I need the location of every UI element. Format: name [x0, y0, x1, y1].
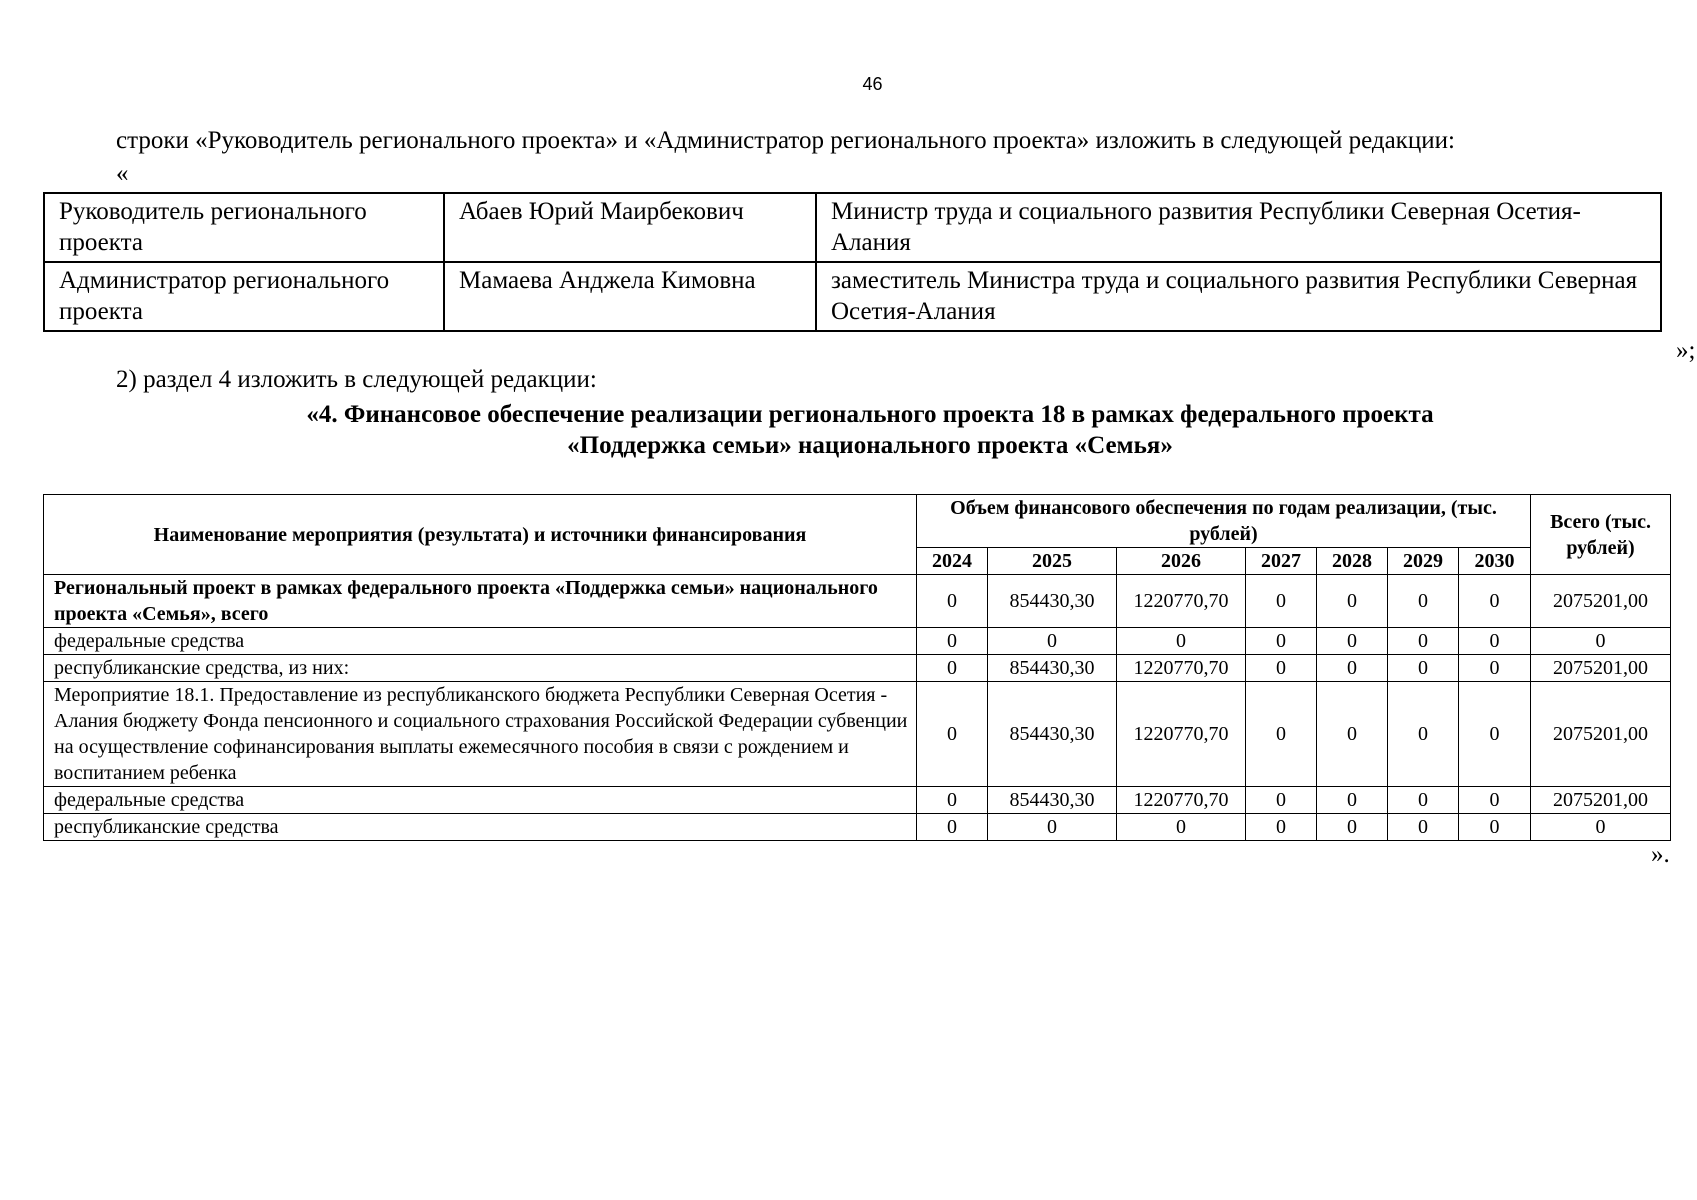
value-cell: 1220770,70 — [1117, 787, 1246, 814]
value-cell: 0 — [1317, 814, 1388, 841]
table-header-row — [44, 495, 1671, 548]
table-row — [44, 682, 1671, 787]
value-cell: 0 — [1388, 682, 1459, 787]
total-cell: 0 — [1531, 814, 1671, 841]
value-cell: 0 — [1459, 628, 1531, 655]
value-cell: 0 — [1246, 787, 1317, 814]
year-header: 2026 — [1117, 548, 1246, 575]
value-cell: 0 — [1317, 575, 1388, 628]
value-cell: 0 — [1246, 628, 1317, 655]
year-header: 2024 — [917, 548, 988, 575]
section-heading-line: «Поддержка семьи» национального проекта «Семья» — [567, 432, 1173, 459]
year-header: 2027 — [1246, 548, 1317, 575]
total-cell: 2075201,00 — [1531, 682, 1671, 787]
table-row — [44, 193, 1661, 262]
table-row — [44, 262, 1661, 331]
row-name-cell: Региональный проект в рамках федерального проекта «Поддержка семьи» национального проекта «Семья», всего — [44, 575, 917, 628]
value-cell: 854430,30 — [988, 787, 1117, 814]
column-header-total: Всего (тыс. рублей) — [1531, 495, 1671, 575]
value-cell: 0 — [1459, 655, 1531, 682]
closing-quote: ». — [1651, 841, 1670, 868]
value-cell: 0 — [1117, 628, 1246, 655]
value-cell: 0 — [917, 575, 988, 628]
value-cell: 0 — [1317, 787, 1388, 814]
row-name-cell: федеральные средства — [44, 787, 917, 814]
value-cell: 0 — [1388, 655, 1459, 682]
row-name-cell: республиканские средства — [44, 814, 917, 841]
value-cell: 0 — [1246, 814, 1317, 841]
total-cell: 2075201,00 — [1531, 787, 1671, 814]
value-cell: 0 — [917, 787, 988, 814]
financing-table — [43, 494, 1671, 841]
value-cell: 0 — [1388, 628, 1459, 655]
value-cell: 0 — [1117, 814, 1246, 841]
value-cell: 0 — [917, 814, 988, 841]
position-cell: заместитель Министра труда и социального развития Республики Северная Осетия-Алания — [816, 262, 1661, 331]
value-cell: 0 — [1388, 575, 1459, 628]
value-cell: 854430,30 — [988, 655, 1117, 682]
year-header: 2028 — [1317, 548, 1388, 575]
value-cell: 854430,30 — [988, 575, 1117, 628]
value-cell: 0 — [988, 814, 1117, 841]
intro-paragraph: строки «Руководитель регионального проекта» и «Администратор регионального проекта» изложить в следующей редакции: — [116, 127, 1455, 154]
role-cell: Руководитель регионального проекта — [44, 193, 444, 262]
year-header: 2025 — [988, 548, 1117, 575]
section-heading-line: «4. Финансовое обеспечение реализации регионального проекта 18 в рамках федерального проекта — [306, 401, 1434, 428]
table-row — [44, 655, 1671, 682]
value-cell: 0 — [1459, 682, 1531, 787]
row-name-cell: Мероприятие 18.1. Предоставление из республиканского бюджета Республики Северная Осетия - Алания бюджету Фонда пенсионного и социального страхования Российской Федерации субвенции на осуществление софинансирования выплаты ежемесячного пособия в связи с рождением и воспитанием ребенка — [44, 682, 917, 787]
value-cell: 1220770,70 — [1117, 682, 1246, 787]
total-cell: 0 — [1531, 628, 1671, 655]
value-cell: 0 — [1459, 787, 1531, 814]
value-cell: 0 — [917, 628, 988, 655]
value-cell: 0 — [1317, 682, 1388, 787]
value-cell: 0 — [1317, 628, 1388, 655]
total-cell: 2075201,00 — [1531, 575, 1671, 628]
person-name-cell: Абаев Юрий Маирбекович — [444, 193, 816, 262]
page-number: 46 — [862, 74, 883, 94]
year-header: 2029 — [1388, 548, 1459, 575]
closing-quote: »; — [1676, 337, 1696, 364]
value-cell: 0 — [1246, 682, 1317, 787]
table-row — [44, 575, 1671, 628]
role-cell: Администратор регионального проекта — [44, 262, 444, 331]
year-header: 2030 — [1459, 548, 1531, 575]
row-name-cell: федеральные средства — [44, 628, 917, 655]
value-cell: 0 — [1459, 575, 1531, 628]
row-name-cell: республиканские средства, из них: — [44, 655, 917, 682]
value-cell: 0 — [917, 682, 988, 787]
opening-quote: « — [116, 160, 129, 187]
value-cell: 0 — [1246, 655, 1317, 682]
section-heading — [140, 399, 1600, 461]
value-cell: 0 — [1317, 655, 1388, 682]
column-header-name: Наименование мероприятия (результата) и источники финансирования — [44, 495, 917, 575]
table-row — [44, 787, 1671, 814]
value-cell: 0 — [1388, 787, 1459, 814]
column-header-volume: Объем финансового обеспечения по годам реализации, (тыс. рублей) — [917, 495, 1531, 548]
table-row — [44, 628, 1671, 655]
person-name-cell: Мамаева Анджела Кимовна — [444, 262, 816, 331]
table-row — [44, 814, 1671, 841]
total-cell: 2075201,00 — [1531, 655, 1671, 682]
value-cell: 0 — [917, 655, 988, 682]
value-cell: 0 — [1246, 575, 1317, 628]
value-cell: 1220770,70 — [1117, 655, 1246, 682]
value-cell: 0 — [1459, 814, 1531, 841]
section-intro: 2) раздел 4 изложить в следующей редакции: — [116, 366, 597, 393]
value-cell: 0 — [988, 628, 1117, 655]
project-leaders-table — [43, 192, 1662, 332]
value-cell: 1220770,70 — [1117, 575, 1246, 628]
position-cell: Министр труда и социального развития Республики Северная Осетия-Алания — [816, 193, 1661, 262]
value-cell: 854430,30 — [988, 682, 1117, 787]
value-cell: 0 — [1388, 814, 1459, 841]
